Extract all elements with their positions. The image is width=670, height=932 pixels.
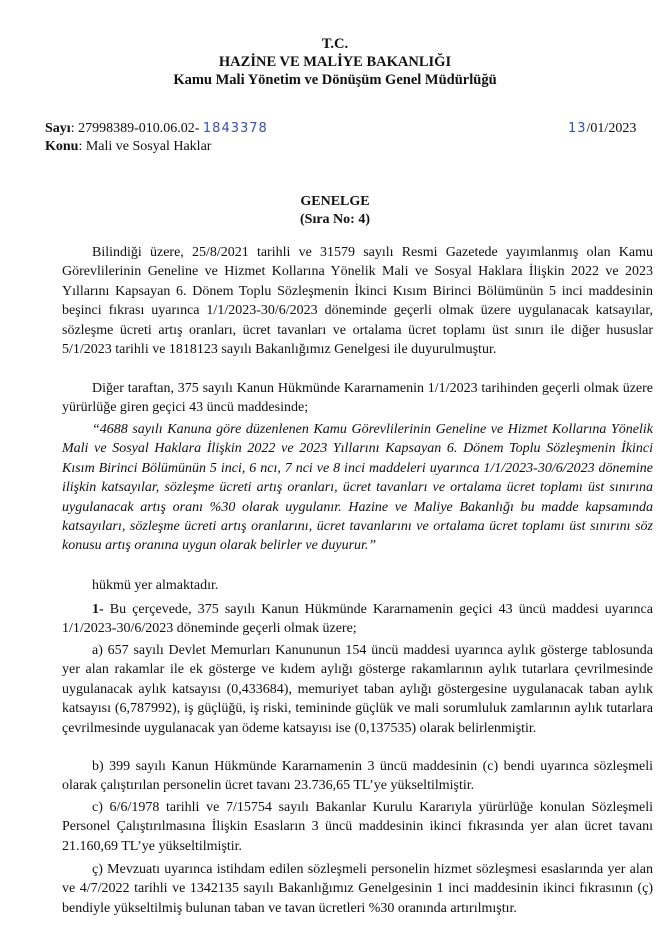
paragraph-item-c: c) 6/6/1978 tarihli ve 7/15754 sayılı Bakanlar Kurulu Kararıyla yürürlüğe konulan Sözleşmeli Personel Çalıştırılmasına İlişkin Esasların 3 üncü maddesinin ikinci fıkrasında yer alan ücret tavanı 21.160,69 TL’ye yükseltilmiştir.	[62, 800, 653, 854]
section-1-text: Bu çerçevede, 375 sayılı Kanun Hükmünde Kararnamenin geçici 43 üncü maddesi uyarınca 1/1/2023-30/6/2023 döneminde geçerli olmak üzere;	[62, 602, 653, 637]
header-country: T.C.	[321, 36, 349, 52]
date-handwritten-day: 13	[568, 121, 587, 136]
paragraph-item-b: b) 399 sayılı Kanun Hükmünde Kararnamenin 3 üncü maddesinin (c) bendi uyarınca sözleşmeli olarak çalıştırılan personelin ücret tavanı 23.736,65 TL’ye yükseltilmiştir.	[62, 759, 653, 794]
date-line	[568, 120, 636, 138]
paragraph-provision-note: hükmü yer almaktadır.	[92, 578, 219, 593]
document-title: GENELGE	[300, 194, 370, 209]
konu-line	[45, 138, 211, 156]
paragraph-section-1	[62, 600, 653, 639]
paragraph-decree-reference: Diğer taraftan, 375 sayılı Kanun Hükmünde Kararnamenin 1/1/2023 tarihinden geçerli olmak üzere yürürlüğe giren geçici 43 üncü maddesinde;	[62, 381, 653, 416]
document-subtitle: (Sıra No: 4)	[300, 212, 370, 227]
section-1-number: 1-	[92, 602, 104, 617]
header-ministry: HAZİNE VE MALİYE BAKANLIĞI	[218, 54, 452, 70]
sayi-value: : 27998389-010.06.02-	[70, 121, 200, 136]
sayi-handwritten-number: 1843378	[202, 121, 268, 136]
konu-label: Konu	[45, 139, 79, 154]
date-rest: /01/2023	[586, 121, 637, 136]
sayi-line	[45, 120, 268, 138]
paragraph-item-a: a) 657 sayılı Devlet Memurları Kanununun 154 üncü maddesi uyarınca aylık gösterge tablosunda yer alan rakamlar ile ek gösterge ve kıdem aylığı gösterge rakamlarının aylık tutarlara çevrilmesinde uygulanacak aylık katsayısı (0,433684), memuriyet taban aylığı göstergesine uygulanacak taban aylık katsayısı (6,787992), iş güçlüğü, iş riski, temininde güçlük ve mali sorumluluk zamlarının aylık tutarlara çevrilmesinde uygulanacak yan ödeme katsayısı ise (0,137535) olarak belirlenmiştir.	[62, 643, 653, 736]
paragraph-intro: Bilindiği üzere, 25/8/2021 tarihli ve 31579 sayılı Resmi Gazetede yayımlanmış olan Kamu Görevlilerinin Geneline ve Hizmet Kollarına Yönelik Mali ve Sosyal Haklara İlişkin 2022 ve 2023 Yıllarını Kapsayan 6. Dönem Toplu Sözleşmenin İkinci Kısım Birinci Bölümünün 5 inci maddesinin beşinci fıkrası uyarınca 1/1/2023-30/6/2023 döneminde geçerli olmak üzere uygulanacak katsayılar, sözleşme ücreti artış oranları, ücret tavanları ve ortalama ücret toplamı üst sınırı ile diğer hususlar 5/1/2023 tarihli ve 1818123 sayılı Bakanlığımız Genelgesi ile duyurulmuştur.	[62, 245, 653, 358]
header-directorate: Kamu Mali Yönetim ve Dönüşüm Genel Müdürlüğü	[173, 72, 497, 88]
paragraph-item-c-cedilla: ç) Mevzuatı uyarınca istihdam edilen sözleşmeli personelin hizmet sözleşmesi esaslarında yer alan ve 4/7/2022 tarihli ve 1342135 sayılı Bakanlığımız Genelgesinin 1 inci maddesinin ikinci fıkrasının (ç) bendiyle yükseltilmiş bulunan taban ve tavan ücretleri %30 oranında artırılmıştır.	[62, 862, 653, 916]
paragraph-quoted-article: “4688 sayılı Kanuna göre düzenlenen Kamu Görevlilerinin Geneline ve Hizmet Kollarına Yönelik Mali ve Sosyal Haklara İlişkin 2022 ve 2023 Yıllarını Kapsayan 6. Dönem Toplu Sözleşmenin İkinci Kısım Birinci Bölümünün 5 inci, 6 ncı, 7 nci ve 8 inci maddeleri uyarınca 1/1/2023-30/6/2023 dönemine ilişkin katsayılar, sözleşme ücreti artış oranları, ücret tavanları ve ortalama ücret toplamı üst sınırına uygulanacak artış oranı %30 olarak uygulanır. Hazine ve Maliye Bakanlığı bu madde kapsamında katsayıları, sözleşme ücreti artış oranlarını, ücret tavanlarını ve ortalama ücret toplamı üst sınırını söz konusu artış oranına uygun olarak belirler ve duyurur.”	[62, 422, 653, 554]
konu-value: : Mali ve Sosyal Haklar	[78, 139, 212, 154]
sayi-label: Sayı	[45, 121, 71, 136]
